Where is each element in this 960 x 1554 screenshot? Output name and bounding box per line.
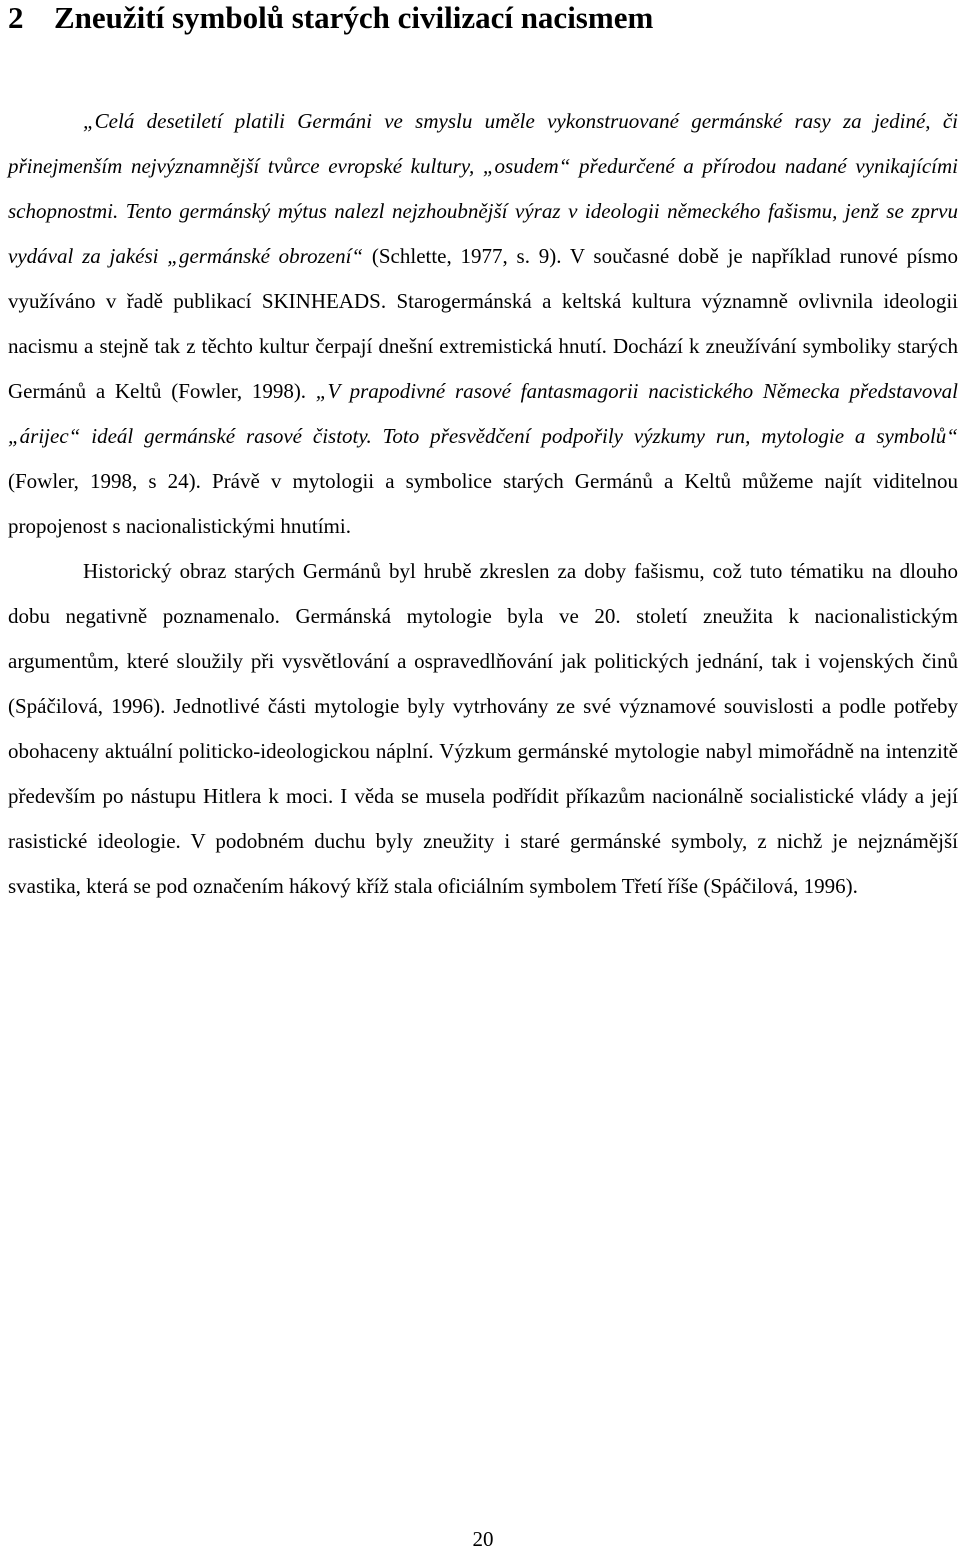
document-page [8,0,958,909]
quote-fowler: „V prapodivné rasové fantasmagorii nacistického Německa představoval „árijec“ ideál germánské rasové čistoty. Toto přesvědčení podpořily výzkumy run, mytologie a symbolů“ [8,379,958,448]
quote-schlette: „Celá desetiletí platili Germáni ve smyslu uměle vykonstruované germánské rasy za jediné, či přinejmenším nejvýznamnější tvůrce evropské kultury, „osudem“ předurčené a přírodou nadané vynikajícími schopnostmi. Tento germánský mýtus nalezl nejzhoubnější výraz v ideologii německého fašismu, jenž se zprvu vydával za jakési „germánské obrození“ [8,109,958,268]
chapter-number: 2 [8,0,24,35]
chapter-title: Zneužití symbolů starých civilizací nacismem [54,0,654,35]
paragraph-1-text-b: (Fowler, 1998, s 24). Právě v mytologii a symbolice starých Germánů a Keltů můžeme najít viditelnou propojenost s nacionalistickými hnutími. [8,469,958,538]
chapter-heading [8,0,958,38]
paragraph-2: Historický obraz starých Germánů byl hrubě zkreslen za doby fašismu, což tuto tématiku na dlouho dobu negativně poznamenalo. Germánská mytologie byla ve 20. století zneužita k nacionalistickým argumentům, které sloužily při vysvětlování a ospravedlňování jak politických jednání, tak i vojenských činů (Spáčilová, 1996). Jednotlivé části mytologie byly vytrhovány ze své významové souvislosti a podle potřeby obohaceny aktuální politicko-ideologickou náplní. Výzkum germánské mytologie nabyl mimořádně na intenzitě především po nástupu Hitlera k moci. I věda se musela podřídit příkazům nacionálně socialistické vlády a její rasistické ideologie. V podobném duchu byly zneužity i staré germánské symboly, z nichž je nejznámější svastika, která se pod označením hákový kříž stala oficiálním symbolem Třetí říše (Spáčilová, 1996). [8,559,958,898]
page-number: 20 [472,1527,494,1551]
paragraph-1-text-a: (Schlette, 1977, s. 9). V současné době je například runové písmo využíváno v řadě publikací SKINHEADS. Starogermánská a keltská kultura významně ovlivnila ideologii nacismu a stejně tak z těchto kultur čerpají dnešní extremistická hnutí. Dochází k zneužívání symboliky starých Germánů a Keltů (Fowler, 1998). [8,244,959,403]
paragraph-1 [8,99,958,549]
